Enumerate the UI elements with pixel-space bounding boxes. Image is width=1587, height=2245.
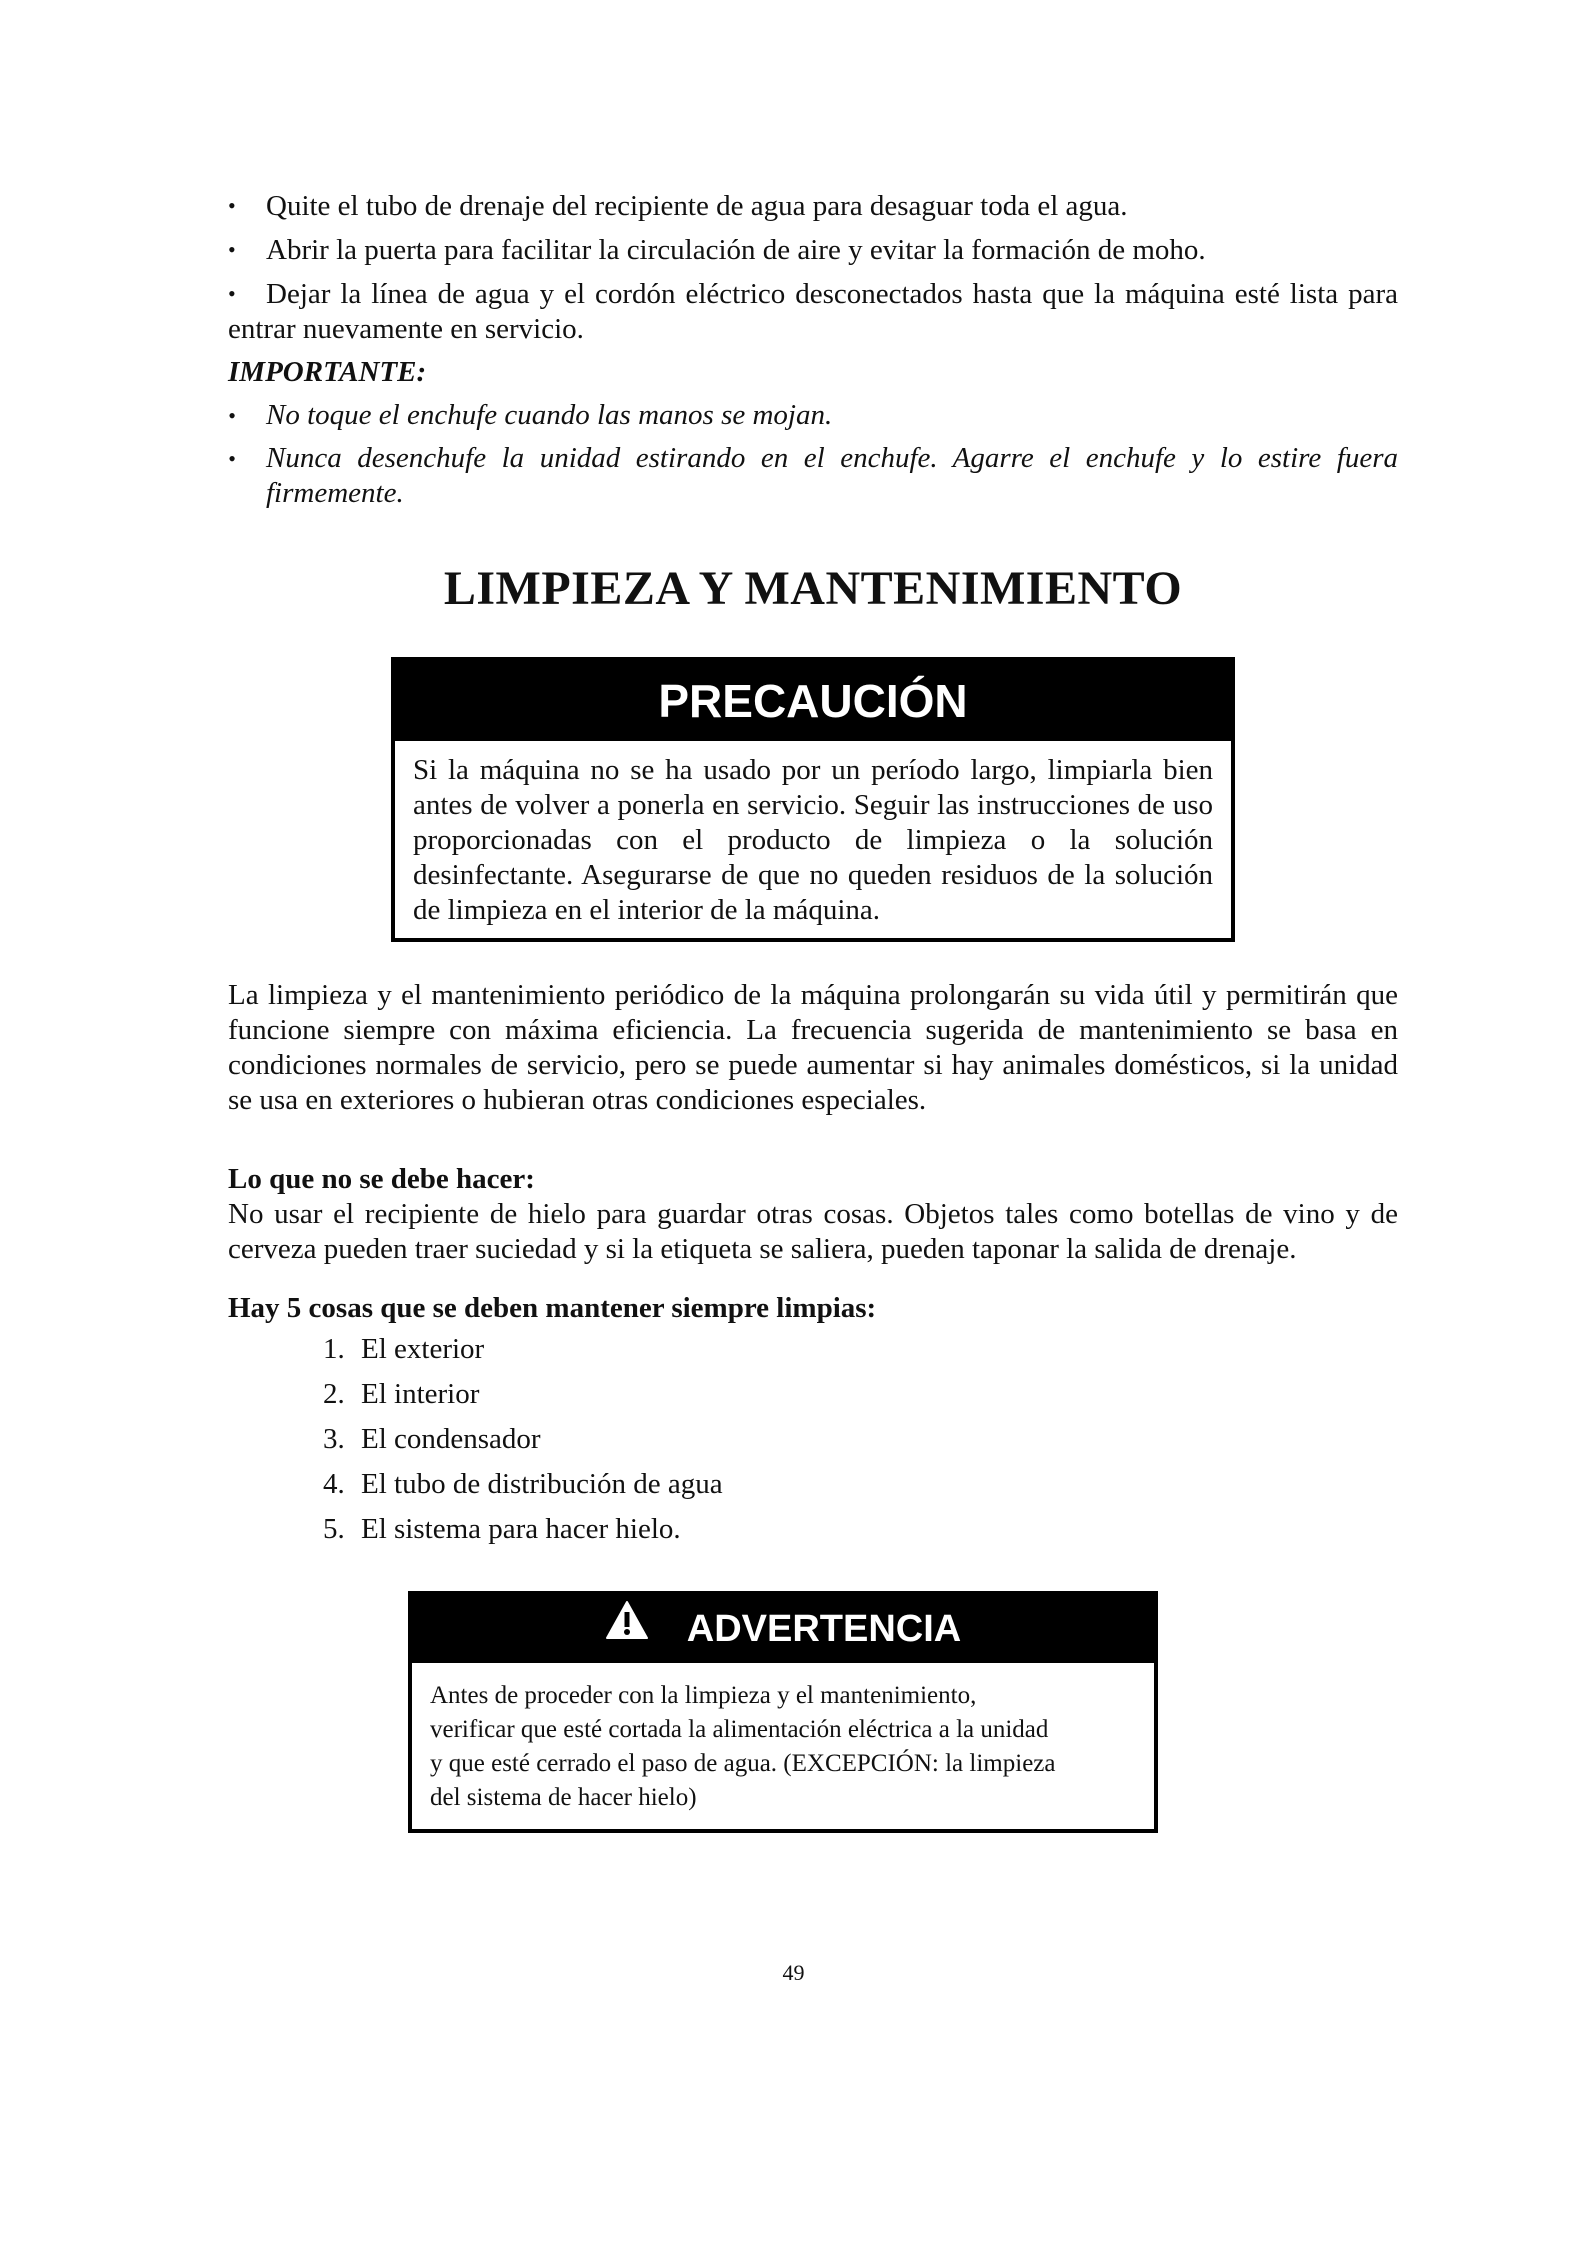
item-text: El sistema para hacer hielo. xyxy=(361,1513,681,1545)
list-item xyxy=(228,398,1398,433)
keep-clean-list xyxy=(323,1332,1398,1547)
dont-paragraph: No usar el recipiente de hielo para guardar otras cosas. Objetos tales como botellas de vino y de cerveza pueden traer suciedad y si la etiqueta se saliera, pueden taponar la salida de drenaje. xyxy=(228,1198,1398,1265)
keep-clean-heading: Hay 5 cosas que se deben mantener siempre limpias: xyxy=(228,1292,877,1324)
warning-header xyxy=(412,1595,1154,1663)
item-number: 2. xyxy=(323,1378,345,1410)
important-bullet-list xyxy=(228,398,1398,511)
list-item xyxy=(228,232,1398,268)
bullet-icon: • xyxy=(228,237,236,262)
dont-heading: Lo que no se debe hacer: xyxy=(228,1163,535,1195)
warning-line: verificar que esté cortada la alimentación eléctrica a la unidad xyxy=(430,1716,1049,1743)
page-number: 49 xyxy=(782,1960,805,1985)
list-item xyxy=(323,1377,1398,1412)
list-item xyxy=(228,276,1398,347)
list-item xyxy=(228,441,1398,511)
list-item xyxy=(323,1422,1398,1457)
bullet-text: Abrir la puerta para facilitar la circulación de aire y evitar la formación de moho. xyxy=(266,234,1206,266)
item-text: El tubo de distribución de agua xyxy=(361,1468,723,1500)
warning-line: y que esté cerrado el paso de agua. (EXCEPCIÓN: la limpieza xyxy=(430,1750,1056,1777)
warning-line: Antes de proceder con la limpieza y el mantenimiento, xyxy=(430,1682,977,1709)
warning-line: del sistema de hacer hielo) xyxy=(430,1784,697,1811)
item-text: El condensador xyxy=(361,1423,541,1455)
list-item xyxy=(323,1512,1398,1547)
warning-box xyxy=(408,1591,1158,1833)
list-item xyxy=(228,188,1398,224)
warning-text xyxy=(412,1663,1154,1829)
item-number: 1. xyxy=(323,1333,345,1365)
bullet-icon: • xyxy=(228,446,236,471)
caution-box xyxy=(391,657,1235,942)
bullet-text: No toque el enchufe cuando las manos se mojan. xyxy=(266,399,833,431)
caution-heading: PRECAUCIÓN xyxy=(395,661,1231,741)
warning-heading: ADVERTENCIA xyxy=(686,1608,962,1650)
caution-text: Si la máquina no se ha usado por un período largo, limpiarla bien antes de volver a ponerla en servicio. Seguir las instrucciones de uso proporcionadas con el producto de limpieza o la solución desinfectante. Asegurarse de que no queden residuos de la solución de limpieza en el interior de la máquina. xyxy=(413,754,1213,926)
bullet-text: Quite el tubo de drenaje del recipiente de agua para desaguar toda el agua. xyxy=(266,190,1128,222)
list-item xyxy=(323,1467,1398,1502)
item-text: El exterior xyxy=(361,1333,485,1365)
bullet-text: Dejar la línea de agua y el cordón eléctrico desconectados hasta que la máquina esté lista para entrar nuevamente en servicio. xyxy=(228,278,1398,345)
list-item xyxy=(323,1332,1398,1367)
section-title: LIMPIEZA Y MANTENIMIENTO xyxy=(443,562,1183,615)
page-content xyxy=(228,188,1398,1833)
item-number: 3. xyxy=(323,1423,345,1455)
warning-triangle-icon xyxy=(605,1594,649,1662)
important-label: IMPORTANTE: xyxy=(228,356,427,388)
storage-bullet-list xyxy=(228,188,1398,347)
bullet-icon: • xyxy=(228,193,236,218)
item-text: El interior xyxy=(361,1378,480,1410)
intro-paragraph: La limpieza y el mantenimiento periódico de la máquina prolongarán su vida útil y permitirán que funcione siempre con máxima eficiencia. La frecuencia sugerida de mantenimiento se basa en condiciones normales de servicio, pero se puede aumentar si hay animales domésticos, si la unidad se usa en exteriores o hubieran otras condiciones especiales. xyxy=(228,979,1398,1116)
bullet-icon: • xyxy=(228,403,236,428)
item-number: 5. xyxy=(323,1513,345,1545)
bullet-text: Nunca desenchufe la unidad estirando en el enchufe. Agarre el enchufe y lo estire fuera firmemente. xyxy=(266,442,1398,509)
bullet-icon: • xyxy=(228,281,236,306)
item-number: 4. xyxy=(323,1468,345,1500)
